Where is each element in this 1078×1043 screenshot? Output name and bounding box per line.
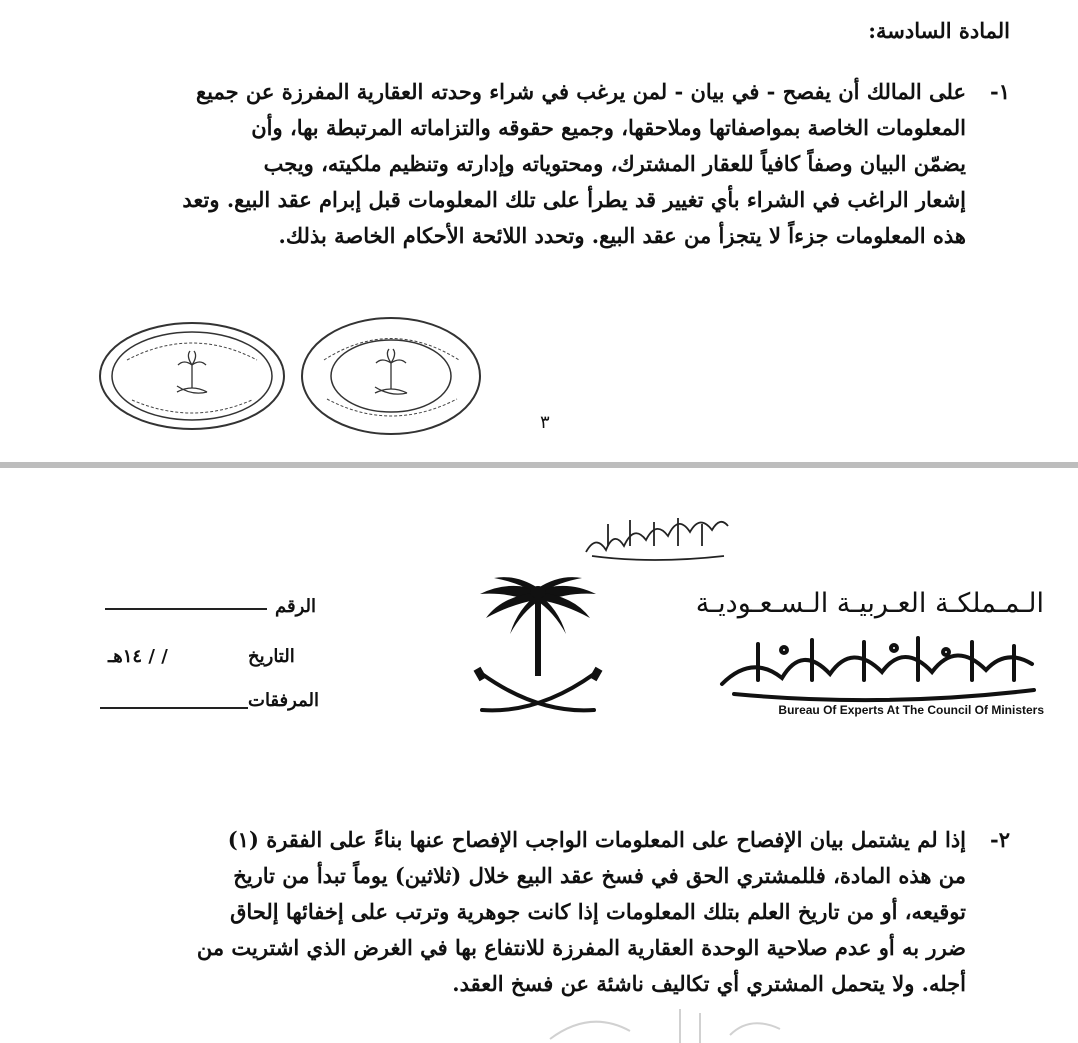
palm-swords-emblem — [464, 570, 612, 730]
paragraph-line: هذه المعلومات جزءاً لا يتجزأ من عقد البيع. وتحدد اللائحة الأحكام الخاصة بذلك. — [278, 223, 966, 248]
paragraph-line-text: إذا لم يشتمل بيان الإفصاح على المعلومات الواجب الإفصاح عنها بناءً على الفقرة (١) — [227, 827, 966, 852]
date-template: ١٤هـ / / — [108, 646, 168, 667]
bureau-arabic-logotype — [714, 632, 1044, 704]
paragraph-line: من هذه المادة، فللمشتري الحق في فسخ عقد البيع خلال (ثلاثين) يوماً تبدأ من تاريخ — [233, 863, 966, 888]
seal-right-stamp — [299, 315, 484, 437]
number-field-line — [105, 608, 267, 610]
paragraph-line: توقيعه، أو من تاريخ العلم بتلك المعلومات إذا كانت جوهرية وترتب على إخفائها إلحاق — [230, 899, 966, 924]
number-label: الرقم — [275, 596, 317, 617]
date-label: التاريخ — [248, 646, 295, 667]
paragraph-line — [25, 822, 1010, 858]
faint-watermark — [540, 1005, 790, 1043]
paragraph-2 — [25, 822, 1010, 1002]
basmala-calligraphy — [578, 512, 738, 566]
attachments-field-line — [100, 707, 248, 709]
page-number: ٣ — [540, 412, 550, 433]
paragraph-line: ضرر به أو عدم صلاحية الوحدة العقارية المفرزة للانتفاع بها في الغرض الذي اشتريت من — [196, 935, 966, 960]
attachments-label: المرفقات — [248, 690, 319, 711]
seal-left-stamp — [97, 320, 287, 432]
paragraph-line: أجله. ولا يتحمل المشتري أي تكاليف ناشئة عن فسخ العقد. — [452, 971, 966, 996]
paragraph-1 — [25, 74, 1010, 254]
article-heading: المادة السادسة: — [868, 18, 1010, 43]
paragraph-number: ١- — [990, 79, 1010, 104]
paragraph-line: يضمّن البيان وصفاً كافياً للعقار المشترك، ومحتوياته وإدارته وتنظيم ملكيته، ويجب — [263, 151, 966, 176]
bureau-english-name: Bureau Of Experts At The Council Of Ministers — [778, 703, 1044, 717]
paragraph-line — [25, 74, 1010, 110]
paragraph-line: المعلومات الخاصة بمواصفاتها وملاحقها، وجميع حقوقه والتزاماته المرتبطة بها، وأن — [251, 115, 966, 140]
kingdom-name: الـمـملكـة العـربيـة الـسـعـوديـة — [695, 588, 1044, 619]
paragraph-line-text: على المالك أن يفصح - في بيان - لمن يرغب في شراء وحدته العقارية المفرزة عن جميع — [195, 79, 966, 104]
paragraph-line: إشعار الراغب في الشراء بأي تغيير قد يطرأ على تلك المعلومات قبل إبرام عقد البيع. وتعد — [182, 187, 966, 212]
page-separator — [0, 462, 1078, 468]
paragraph-number: ٢- — [990, 827, 1010, 852]
